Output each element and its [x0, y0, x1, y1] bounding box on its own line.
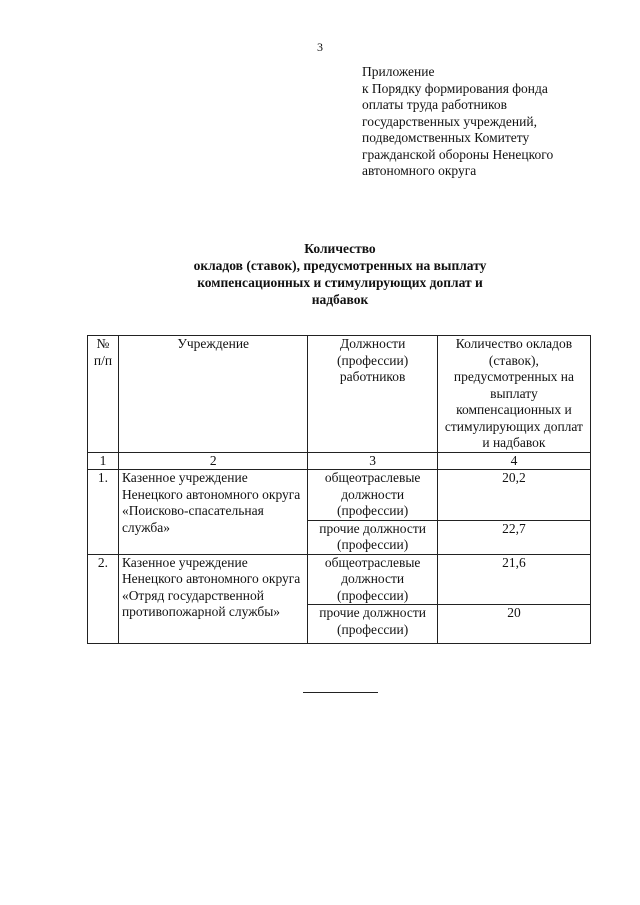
document-title [0, 240, 640, 308]
title-line: окладов (ставок), предусмотренных на выплату [193, 258, 487, 273]
appendix-line: государственных учреждений, [362, 113, 537, 129]
appendix-note [362, 64, 622, 180]
appendix-line: к Порядку формирования фонда [362, 80, 548, 96]
column-number: 3 [308, 452, 437, 470]
row-count: 20 [437, 605, 590, 644]
row-position: прочие должности (профессии) [308, 605, 437, 644]
appendix-line: гражданской обороны Ненецкого [362, 146, 554, 162]
title-line: надбавок [311, 292, 369, 307]
row-position: общеотраслевые должности (профессии) [308, 470, 437, 521]
closing-separator-line [303, 692, 378, 693]
header-positions: Должности (профессии) работников [308, 336, 437, 453]
column-number: 4 [437, 452, 590, 470]
row-position: прочие должности (профессии) [308, 520, 437, 554]
appendix-line: автономного округа [362, 163, 477, 178]
salary-rates-table [87, 335, 591, 644]
header-num: № п/п [88, 336, 119, 453]
column-number: 2 [118, 452, 308, 470]
row-num: 1. [88, 470, 119, 555]
column-numbers-row [88, 452, 591, 470]
title-line: компенсационных и стимулирующих доплат и [197, 275, 483, 290]
row-count: 21,6 [437, 554, 590, 605]
table-row [88, 554, 591, 605]
header-count: Количество окладов (ставок), предусмотренных на выплату компенсационных и стимулирующих доплат и надбавок [437, 336, 590, 453]
header-institution: Учреждение [118, 336, 308, 453]
column-number: 1 [88, 452, 119, 470]
row-institution: Казенное учреждение Ненецкого автономного округа «Отряд государственной противопожарной службы» [118, 554, 308, 644]
row-count: 22,7 [437, 520, 590, 554]
appendix-line: Приложение [362, 64, 435, 79]
appendix-line: оплаты труда работников [362, 97, 507, 112]
table-header-row [88, 336, 591, 453]
title-line: Количество [304, 241, 376, 256]
row-position: общеотраслевые должности (профессии) [308, 554, 437, 605]
row-count: 20,2 [437, 470, 590, 521]
appendix-line: подведомственных Комитету [362, 130, 530, 145]
row-num: 2. [88, 554, 119, 644]
row-institution: Казенное учреждение Ненецкого автономного округа «Поисково-спасательная служба» [118, 470, 308, 555]
page-number: 3 [317, 40, 323, 54]
table-row [88, 470, 591, 521]
